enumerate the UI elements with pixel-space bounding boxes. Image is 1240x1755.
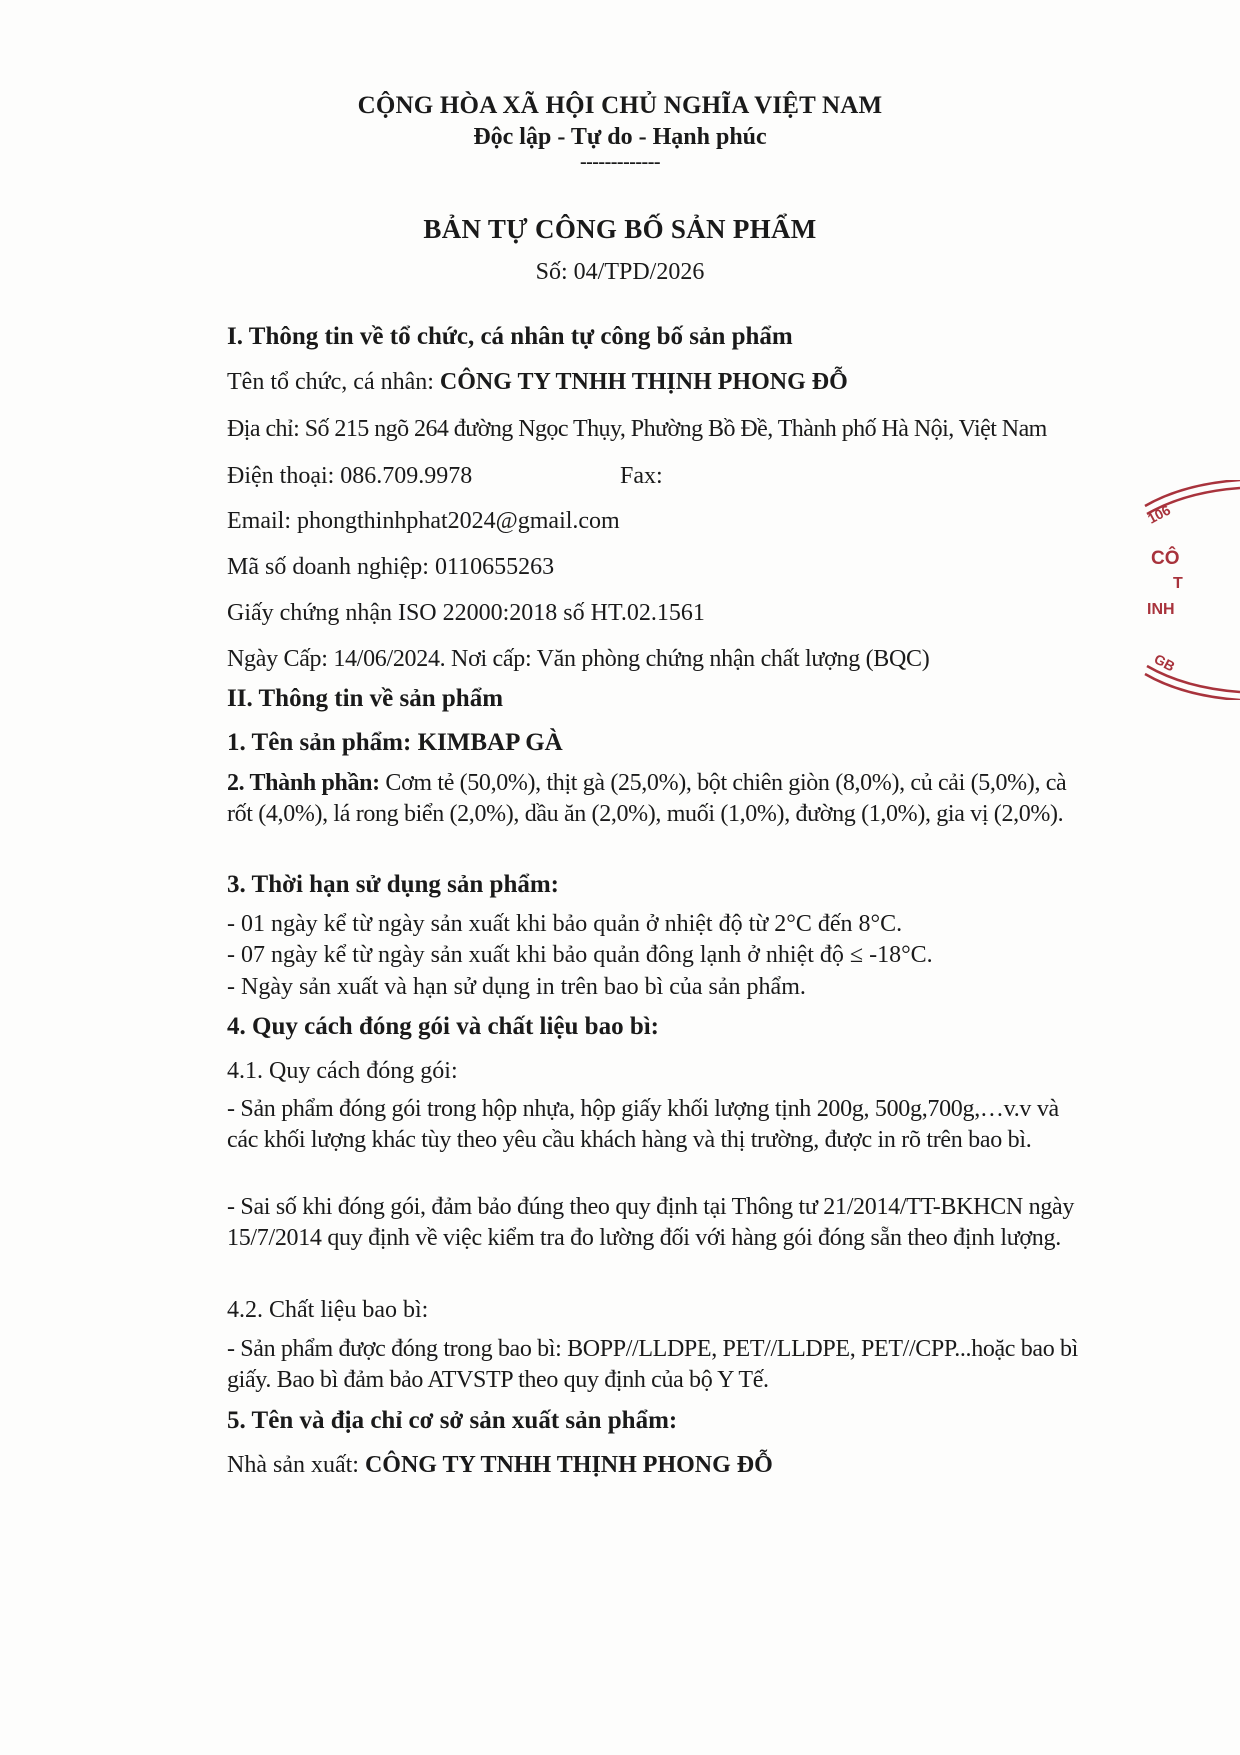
manufacturer-heading: 5. Tên và địa chỉ cơ sở sản xuất sản phẩm: [227, 1407, 678, 1434]
ingredients-text: Cơm tẻ (50,0%), thịt gà (25,0%), bột chiên giòn (8,0%), củ cải (5,0%), cà rốt (4,0%), lá rong biển (2,0%), dầu ăn (2,0%), muối (1,0%), đường (1,0%), gia vị (2,0%). [227, 770, 1067, 827]
shelf-life-item-2: - 07 ngày kể từ ngày sản xuất khi bảo quản đông lạnh ở nhiệt độ ≤ -18°C. [227, 942, 933, 968]
seal-text-bottom: GB [1151, 650, 1178, 675]
product-name-line: 1. Tên sản phẩm: KIMBAP GÀ [227, 729, 563, 756]
address-line: Địa chỉ: Số 215 ngõ 264 đường Ngọc Thụy, Phường Bồ Đề, Thành phố Hà Nội, Việt Nam [227, 416, 1047, 442]
manufacturer-name: CÔNG TY TNHH THỊNH PHONG ĐỖ [364, 1452, 773, 1478]
shelf-life-item-1: - 01 ngày kể từ ngày sản xuất khi bảo quản ở nhiệt độ từ 2°C đến 8°C. [227, 911, 903, 937]
packaging-paragraph-2: - Sai số khi đóng gói, đảm bảo đúng theo quy định tại Thông tư 21/2014/TT-BKHCN ngày 15/7/2014 quy định về việc kiểm tra đo lường đối với hàng gói đóng sẵn theo định lượng. [227, 1194, 1075, 1251]
packaging-paragraph-1: - Sản phẩm đóng gói trong hộp nhựa, hộp giấy khối lượng tịnh 200g, 500g,700g,…v.v và các khối lượng khác tùy theo yêu cầu khách hàng và thị trường, được in rõ trên bao bì. [227, 1096, 1059, 1153]
document-title: BẢN TỰ CÔNG BỐ SẢN PHẨM [423, 214, 817, 244]
packaging-subheading-2: 4.2. Chất liệu bao bì: [227, 1297, 429, 1323]
tax-code-line: Mã số doanh nghiệp: 0110655263 [227, 554, 555, 580]
issue-info-line: Ngày Cấp: 14/06/2024. Nơi cấp: Văn phòng chứng nhận chất lượng (BQC) [227, 646, 930, 672]
header-divider: ------------- [579, 151, 661, 173]
ingredients-paragraph [227, 768, 1089, 830]
fax-line: Fax: [620, 463, 663, 489]
seal-text-co: CÔ [1151, 548, 1180, 569]
seal-text-top: 106 [1144, 501, 1174, 527]
organization-line [227, 366, 1087, 398]
phone-line: Điện thoại: 086.709.9978 [227, 463, 473, 489]
company-seal-fragment [1143, 480, 1240, 700]
document-number: Số: 04/TPD/2026 [535, 259, 705, 285]
national-motto: Độc lập - Tự do - Hạnh phúc [473, 124, 767, 150]
iso-certificate-line: Giấy chứng nhận ISO 22000:2018 số HT.02.1561 [227, 600, 705, 626]
seal-text-inh: INH [1147, 601, 1175, 618]
shelf-life-item-3: - Ngày sản xuất và hạn sử dụng in trên bao bì của sản phẩm. [227, 974, 806, 1000]
shelf-life-heading: 3. Thời hạn sử dụng sản phẩm: [227, 871, 560, 898]
seal-text-t: T [1173, 575, 1183, 592]
seal-icon [1143, 480, 1240, 700]
packaging-subheading-1: 4.1. Quy cách đóng gói: [227, 1058, 458, 1084]
email-line: Email: phongthinhphat2024@gmail.com [227, 508, 620, 534]
ingredients-label: 2. Thành phần: [227, 770, 386, 796]
packaging-paragraph-3: - Sản phẩm được đóng trong bao bì: BOPP//LLDPE, PET//LLDPE, PET//CPP...hoặc bao bì giấy. Bao bì đảm bảo ATVSTP theo quy định của bộ Y Tế. [227, 1336, 1078, 1393]
national-title: CỘNG HÒA XÃ HỘI CHỦ NGHĨA VIỆT NAM [357, 92, 883, 119]
section-1-heading: I. Thông tin về tổ chức, cá nhân tự công bố sản phẩm [227, 323, 793, 350]
manufacturer-line [227, 1449, 1087, 1481]
packaging-heading: 4. Quy cách đóng gói và chất liệu bao bì: [227, 1013, 659, 1040]
organization-label: Tên tổ chức, cá nhân: [227, 369, 440, 395]
section-2-heading: II. Thông tin về sản phẩm [227, 685, 504, 712]
manufacturer-label: Nhà sản xuất: [227, 1452, 365, 1478]
organization-name: CÔNG TY TNHH THỊNH PHONG ĐỖ [439, 369, 848, 395]
